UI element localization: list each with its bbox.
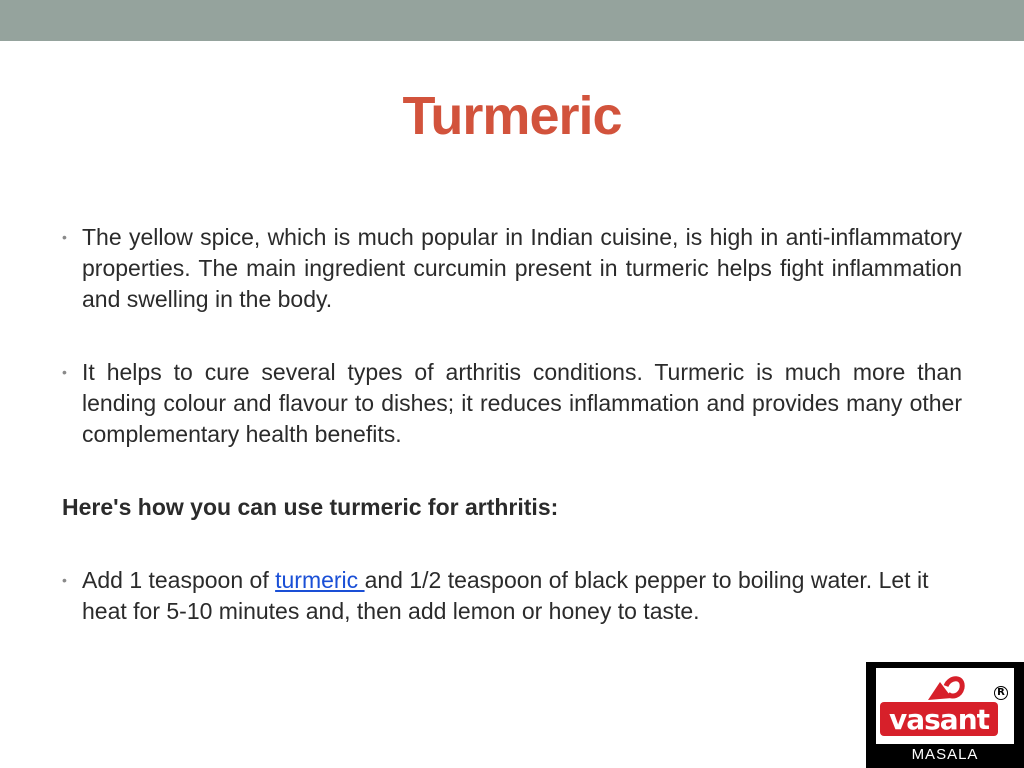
vasant-logo-mark-icon (876, 668, 1014, 744)
bullet-dot-icon: • (62, 572, 67, 588)
bullet-text: The yellow spice, which is much popular in Indian cuisine, is high in anti-inflammatory properties. The main ingredient curcumin present in turmeric helps fight inflammation and swelling in the body. (82, 224, 962, 312)
usage-heading: Here's how you can use turmeric for arthritis: (62, 494, 559, 520)
logo-panel (876, 668, 1014, 744)
slide-content (62, 222, 962, 627)
bullet-item (62, 222, 962, 315)
bullet-dot-icon: • (62, 229, 67, 245)
bullet-item (62, 565, 962, 627)
logo-tagline: MASALA (911, 746, 979, 763)
top-bar (0, 0, 1024, 41)
turmeric-link[interactable]: turmeric (275, 567, 365, 593)
vasant-masala-logo (866, 662, 1024, 768)
bullet-item (62, 357, 962, 450)
usage-text-after: and 1/2 teaspoon of black pepper to boiling water. Let it heat for 5-10 minutes and, then add lemon or honey to taste. (82, 567, 929, 624)
usage-text-before: Add 1 teaspoon of (82, 567, 276, 593)
registered-mark-icon: R (994, 686, 1008, 700)
bullet-dot-icon: • (62, 364, 67, 380)
logo-wordmark: vasant (888, 703, 990, 736)
bullet-text: It helps to cure several types of arthritis conditions. Turmeric is much more than lending colour and flavour to dishes; it reduces inflammation and provides many other complementary health benefits. (82, 359, 962, 447)
slide-title: Turmeric (402, 86, 622, 146)
